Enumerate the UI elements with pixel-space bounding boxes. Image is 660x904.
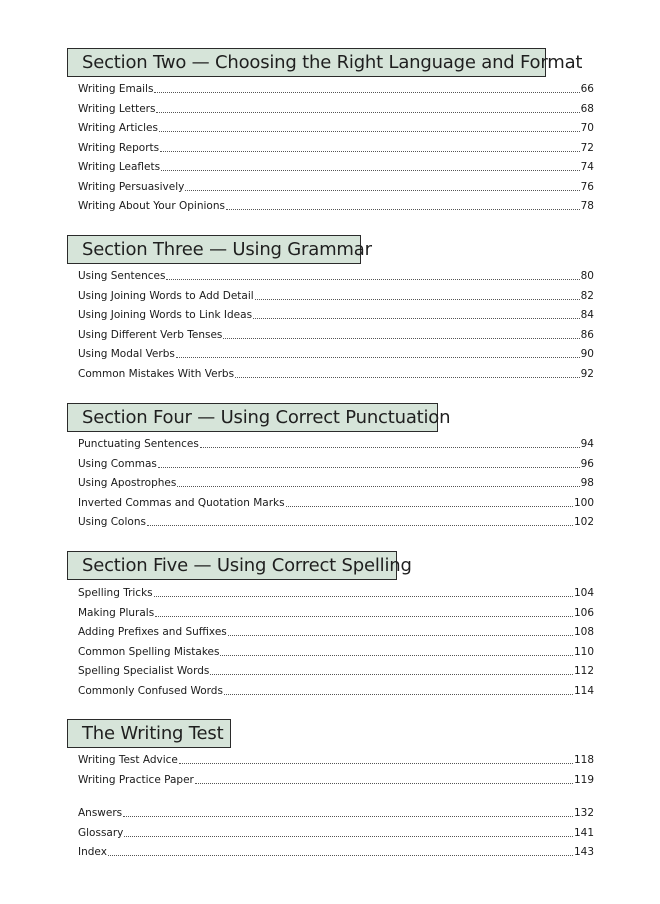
- toc-entry[interactable]: [78, 307, 594, 323]
- section-three-header: Section Three — Using Grammar: [67, 235, 361, 264]
- toc-entry[interactable]: [78, 475, 594, 491]
- leader-dots: [166, 268, 579, 280]
- entry-title: Writing About Your Opinions: [78, 200, 225, 212]
- toc-entry[interactable]: [78, 752, 594, 768]
- entry-title: Writing Reports: [78, 141, 160, 154]
- entry-title: Common Mistakes With Verbs: [78, 367, 235, 380]
- leader-dots: [185, 179, 579, 191]
- entry-title: Using Joining Words to Add Detail: [78, 289, 254, 302]
- entry-title: Writing Articles: [78, 122, 158, 134]
- entry-title: Common Spelling Mistakes: [78, 645, 220, 658]
- entry-title: Writing Practice Paper: [78, 773, 194, 786]
- toc-entry[interactable]: [78, 268, 594, 284]
- entry-title: Punctuating Sentences: [78, 438, 199, 450]
- entry-page: 112: [573, 665, 594, 677]
- writing-test-header: The Writing Test: [67, 719, 231, 748]
- entry-page: 119: [573, 773, 594, 786]
- entry-page: 76: [580, 180, 594, 193]
- entry-page: 98: [580, 477, 594, 489]
- leader-dots: [226, 198, 580, 210]
- leader-dots: [210, 663, 573, 675]
- entry-title: Writing Emails: [78, 83, 154, 95]
- toc-entry[interactable]: [78, 805, 594, 821]
- entry-page: 92: [580, 367, 594, 380]
- leader-dots: [253, 307, 580, 319]
- toc-entry[interactable]: [78, 346, 594, 362]
- leader-dots: [179, 752, 573, 764]
- entry-page: 102: [573, 516, 594, 528]
- toc-entry[interactable]: [78, 683, 594, 699]
- entry-title: Making Plurals: [78, 606, 155, 619]
- leader-dots: [160, 140, 580, 152]
- leader-dots: [154, 585, 573, 597]
- toc-entry[interactable]: [78, 327, 594, 343]
- entry-page: 106: [573, 606, 594, 619]
- leader-dots: [195, 772, 573, 784]
- entry-title: Using Commas: [78, 457, 157, 470]
- entry-page: 114: [573, 684, 594, 697]
- leader-dots: [255, 288, 580, 300]
- toc-entry[interactable]: [78, 825, 594, 841]
- entry-title: Using Sentences: [78, 270, 166, 282]
- leader-dots: [286, 495, 573, 507]
- toc-entry[interactable]: [78, 198, 594, 214]
- toc-entry[interactable]: [78, 101, 594, 117]
- leader-dots: [159, 120, 580, 132]
- leader-dots: [228, 624, 573, 636]
- toc-entry[interactable]: [78, 495, 594, 511]
- toc-entry[interactable]: [78, 159, 594, 175]
- toc-entry[interactable]: [78, 120, 594, 136]
- toc-entry[interactable]: [78, 663, 594, 679]
- entry-page: 100: [573, 496, 594, 509]
- toc-entry[interactable]: [78, 772, 594, 788]
- entry-page: 141: [573, 826, 594, 839]
- entry-title: Glossary: [78, 826, 124, 839]
- toc-entry[interactable]: [78, 179, 594, 195]
- entry-title: Using Modal Verbs: [78, 348, 175, 360]
- section-two-header: Section Two — Choosing the Right Language and Format: [67, 48, 546, 77]
- entry-page: 70: [580, 122, 594, 134]
- leader-dots: [224, 683, 573, 695]
- toc-entry[interactable]: [78, 844, 594, 860]
- entry-page: 68: [580, 102, 594, 115]
- entry-title: Using Different Verb Tenses: [78, 328, 223, 341]
- entry-page: 72: [580, 141, 594, 154]
- entry-title: Spelling Tricks: [78, 587, 153, 599]
- entry-page: 118: [573, 754, 594, 766]
- toc-entry[interactable]: [78, 644, 594, 660]
- leader-dots: [220, 644, 572, 656]
- entry-title: Writing Test Advice: [78, 754, 178, 766]
- entry-page: 80: [580, 270, 594, 282]
- leader-dots: [156, 101, 579, 113]
- leader-dots: [223, 327, 579, 339]
- entry-page: 78: [580, 200, 594, 212]
- leader-dots: [200, 436, 580, 448]
- entry-title: Using Colons: [78, 516, 146, 528]
- toc-entry[interactable]: [78, 366, 594, 382]
- entry-page: 86: [580, 328, 594, 341]
- entry-page: 94: [580, 438, 594, 450]
- toc-entry[interactable]: [78, 605, 594, 621]
- leader-dots: [161, 159, 580, 171]
- entry-title: Writing Letters: [78, 102, 156, 115]
- toc-entry[interactable]: [78, 436, 594, 452]
- entry-title: Inverted Commas and Quotation Marks: [78, 496, 285, 509]
- entry-title: Writing Leaflets: [78, 161, 161, 173]
- leader-dots: [235, 366, 580, 378]
- toc-entry[interactable]: [78, 514, 594, 530]
- toc-entry[interactable]: [78, 456, 594, 472]
- entry-page: 104: [573, 587, 594, 599]
- toc-entry[interactable]: [78, 81, 594, 97]
- leader-dots: [108, 844, 573, 856]
- leader-dots: [124, 825, 573, 837]
- toc-entry[interactable]: [78, 585, 594, 601]
- entry-title: Adding Prefixes and Suffixes: [78, 626, 227, 638]
- entry-page: 84: [580, 309, 594, 321]
- leader-dots: [176, 346, 580, 358]
- entry-title: Using Apostrophes: [78, 477, 177, 489]
- entry-page: 108: [573, 626, 594, 638]
- entry-page: 66: [580, 83, 594, 95]
- toc-entry[interactable]: [78, 140, 594, 156]
- entry-page: 143: [573, 846, 594, 858]
- entry-page: 96: [580, 457, 594, 470]
- entry-title: Answers: [78, 807, 123, 819]
- entry-title: Writing Persuasively: [78, 180, 185, 193]
- entry-page: 110: [573, 645, 594, 658]
- entry-title: Spelling Specialist Words: [78, 665, 210, 677]
- leader-dots: [147, 514, 573, 526]
- leader-dots: [155, 605, 573, 617]
- toc-entry[interactable]: [78, 624, 594, 640]
- leader-dots: [154, 81, 579, 93]
- entry-title: Index: [78, 846, 107, 858]
- section-four-header: Section Four — Using Correct Punctuation: [67, 403, 438, 432]
- entry-page: 82: [580, 289, 594, 302]
- entry-title: Commonly Confused Words: [78, 684, 223, 697]
- entry-page: 132: [573, 807, 594, 819]
- leader-dots: [123, 805, 573, 817]
- entry-title: Using Joining Words to Link Ideas: [78, 309, 253, 321]
- leader-dots: [158, 456, 580, 468]
- entry-page: 74: [580, 161, 594, 173]
- section-five-header: Section Five — Using Correct Spelling: [67, 551, 397, 580]
- entry-page: 90: [580, 348, 594, 360]
- leader-dots: [177, 475, 579, 487]
- toc-entry[interactable]: [78, 288, 594, 304]
